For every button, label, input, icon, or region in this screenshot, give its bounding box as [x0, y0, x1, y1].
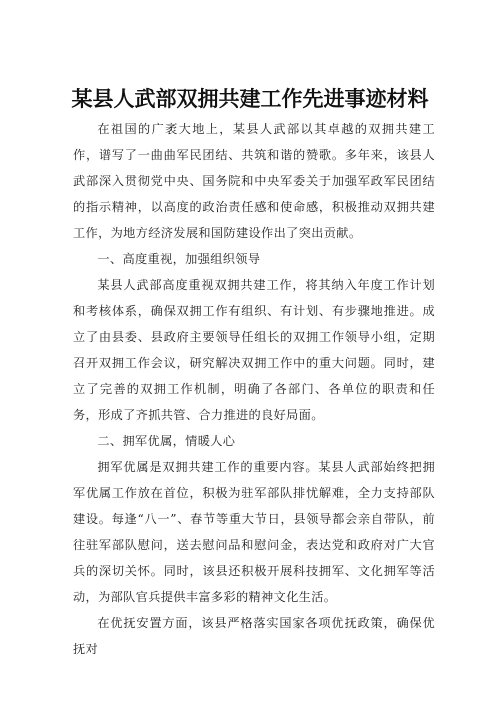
document-body	[73, 116, 435, 662]
section-1-paragraph: 某县人武部高度重视双拥共建工作，将其纳入年度工作计划和考核体系，确保双拥工作有组织、有计划、有步骤地推进。成立了由县委、县政府主要领导任组长的双拥工作领导小组，定期召开双拥工作会议，研究解决双拥工作中的重大问题。同时，建立了完善的双拥工作机制，明确了各部门、各单位的职责和任务，形成了齐抓共管、合力推进的良好局面。	[73, 278, 435, 422]
document-title: 某县人武部双拥共建工作先进事迹材料	[71, 87, 429, 111]
intro-paragraph: 在祖国的广袤大地上，某县人武部以其卓越的双拥共建工作，谱写了一曲曲军民团结、共筑和谐的赞歌。多年来，该县人武部深入贯彻党中央、国务院和中央军委关于加强军政军民团结的指示精神，以高度的政治责任感和使命感，积极推动双拥共建工作，为地方经济发展和国防建设作出了突出贡献。	[73, 122, 435, 240]
section-heading-2: 二、拥军优属，情暖人心	[97, 434, 236, 448]
section-2-paragraph-continued: 在优抚安置方面，该县严格落实国家各项优抚政策，确保优抚对	[73, 616, 435, 656]
section-2-paragraph: 拥军优属是双拥共建工作的重要内容。某县人武部始终把拥军优属工作放在首位，积极为驻军部队排忧解难，全力支持部队建设。每逢“八一”、春节等重大节日，县领导都会亲自带队，前往驻军部队慰问，送去慰问品和慰问金，表达党和政府对广大官兵的深切关怀。同时，该县还积极开展科技拥军、文化拥军等活动，为部队官兵提供丰富多彩的精神文化生活。	[73, 460, 435, 604]
section-heading-1: 一、高度重视，加强组织领导	[97, 252, 261, 266]
